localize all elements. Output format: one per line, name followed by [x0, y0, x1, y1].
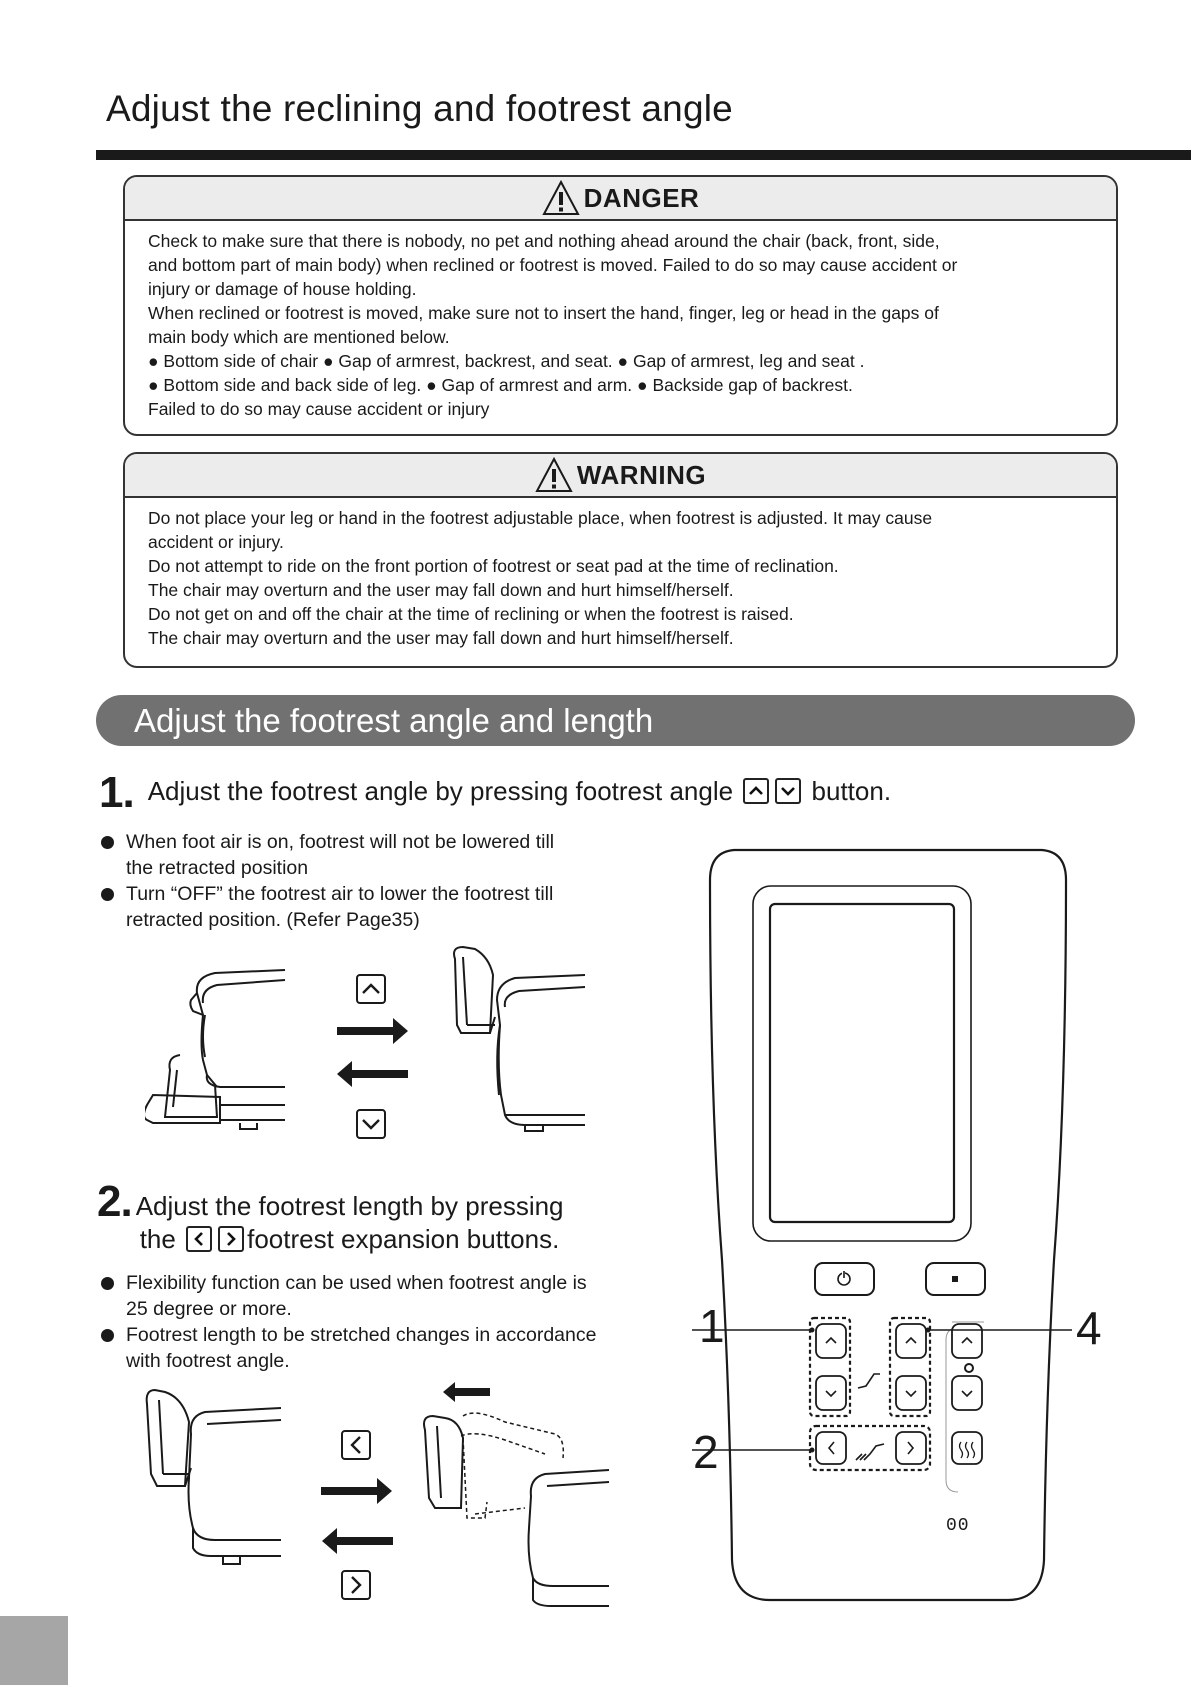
left-button-icon [342, 1431, 370, 1459]
page-tab [0, 1616, 68, 1685]
step-1-text-after: button. [811, 776, 892, 806]
warning-line: Do not attempt to ride on the front portion of footrest or seat pad at the time of reclination. [148, 556, 839, 576]
footrest-angle-up-button [816, 1324, 846, 1358]
step-2-text [136, 1180, 564, 1256]
list-item-continuation: retracted position. (Refer Page35) [126, 909, 420, 931]
list-item: Flexibility function can be used when footrest angle is [101, 1270, 661, 1296]
step-2-line-2-before: the [139, 1224, 176, 1254]
warning-header [125, 454, 1116, 498]
danger-notice [123, 175, 1118, 436]
list-item-continuation: the retracted position [126, 857, 309, 879]
warning-line: Do not get on and off the chair at the time of reclining or when the footrest is raised. [148, 604, 794, 624]
page-title: Adjust the reclining and footrest angle [106, 88, 733, 129]
step-1-text [148, 771, 891, 808]
warning-triangle-icon [535, 457, 573, 493]
step-number: 2. [97, 1177, 132, 1226]
step-1-bullets [101, 829, 621, 933]
warning-body [125, 498, 1116, 662]
title-rule [96, 150, 1191, 160]
danger-line: Check to make sure that there is nobody, no pet and nothing ahead around the chair (back, front, side, [148, 231, 940, 251]
danger-line: ● Bottom side and back side of leg. ● Gap of armrest and arm. ● Backside gap of backrest. [148, 375, 853, 395]
callout-1: 1 [699, 1300, 725, 1352]
recline-down-button [896, 1376, 926, 1410]
warning-line: The chair may overturn and the user may fall down and hurt himself/herself. [148, 580, 734, 600]
down-button-icon [357, 1110, 385, 1138]
footrest-angle-down-button [816, 1376, 846, 1410]
danger-body [125, 221, 1116, 433]
danger-line: injury or damage of house holding. [148, 279, 417, 299]
footrest-angle-illustration [145, 945, 595, 1155]
danger-line: When reclined or footrest is moved, make sure not to insert the hand, finger, leg or head in the gaps of [148, 303, 939, 323]
list-item: Turn “OFF” the footrest air to lower the footrest till [101, 881, 621, 907]
footrest-retract-button-icon [186, 1226, 212, 1252]
warning-line: accident or injury. [148, 532, 284, 552]
step-2-bullets [101, 1270, 661, 1374]
step-number: 1. [99, 768, 134, 817]
right-down-button [952, 1376, 982, 1410]
list-item-continuation: with footrest angle. [126, 1350, 290, 1372]
step-2-line-2-after: footrest expansion buttons. [247, 1224, 560, 1254]
list-item: When foot air is on, footrest will not be lowered till [101, 829, 621, 855]
danger-line: main body which are mentioned below. [148, 327, 450, 347]
recline-up-button [896, 1324, 926, 1358]
warning-triangle-icon [542, 180, 580, 216]
step-1 [99, 768, 892, 817]
bullet-dot [101, 888, 114, 901]
footrest-extend-button [896, 1432, 926, 1464]
warning-line: Do not place your leg or hand in the footrest adjustable place, when footrest is adjusted. It may cause [148, 508, 933, 528]
footrest-retract-button [816, 1432, 846, 1464]
danger-line: and bottom part of main body) when reclined or footrest is moved. Failed to do so may cause accident or [148, 255, 958, 275]
danger-line: ● Bottom side of chair ● Gap of armrest, backrest, and seat. ● Gap of armrest, leg and seat . [148, 351, 865, 371]
callout-2: 2 [693, 1426, 719, 1478]
danger-header [125, 177, 1116, 221]
danger-line: Failed to do so may cause accident or injury [148, 399, 490, 419]
step-2-line-1: Adjust the footrest length by pressing [135, 1191, 564, 1221]
section-banner: Adjust the footrest angle and length [96, 695, 1135, 746]
step-2 [97, 1177, 564, 1256]
footrest-length-illustration [145, 1378, 610, 1613]
up-button-icon [357, 975, 385, 1003]
warning-line: The chair may overturn and the user may fall down and hurt himself/herself. [148, 628, 734, 648]
footrest-extend-button-icon [218, 1226, 244, 1252]
bullet-dot [101, 836, 114, 849]
footrest-down-button-icon [775, 778, 801, 804]
right-up-button [952, 1324, 982, 1358]
power-button [815, 1263, 874, 1295]
remote-control [690, 840, 1120, 1610]
list-item-continuation: 25 degree or more. [126, 1298, 292, 1320]
bullet-dot [101, 1277, 114, 1290]
warning-label: WARNING [576, 459, 707, 490]
right-button-icon [342, 1571, 370, 1599]
heat-button [952, 1432, 982, 1464]
list-item: Footrest length to be stretched changes in accordance [101, 1322, 661, 1348]
callout-4: 4 [1076, 1302, 1102, 1354]
danger-label: DANGER [583, 182, 700, 213]
footrest-up-button-icon [743, 778, 769, 804]
stop-icon [952, 1276, 958, 1282]
bullet-dot [101, 1329, 114, 1342]
step-1-text-before: Adjust the footrest angle by pressing footrest angle [147, 776, 734, 806]
warning-notice [123, 452, 1118, 668]
remote-bottom-label: 00 [946, 1516, 970, 1536]
remote-screen [770, 904, 954, 1222]
